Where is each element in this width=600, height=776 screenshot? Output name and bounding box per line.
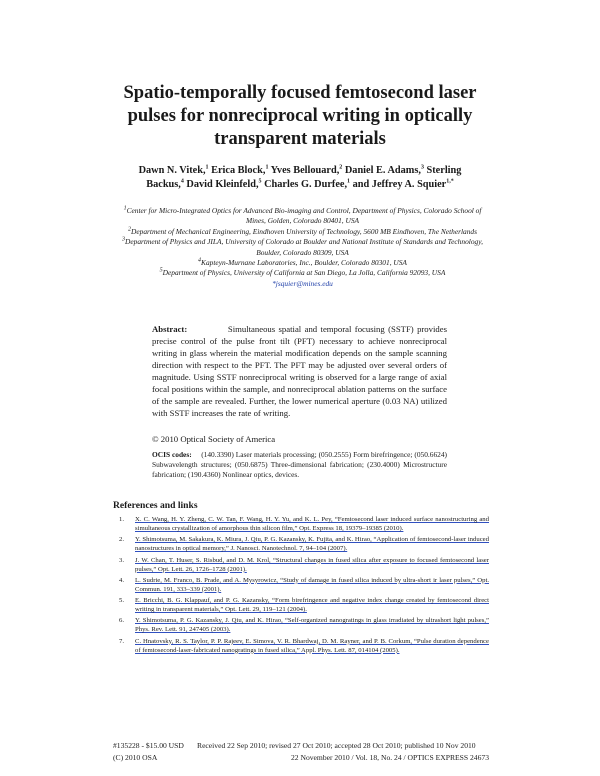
- reference-number: 6.: [119, 617, 125, 625]
- reference-item: [113, 576, 489, 594]
- reference-link[interactable]: C. Hnatovsky, R. S. Taylor, P. P. Rajeev, E. Simova, V. R. Bhardwaj, D. M. Rayner, and P. B. Corkum, “Pulse duration dependence of femtosecond-laser-fabricated nanogratings in fused silica,” Appl. Phys. Lett. 87, 014104 (2005).: [135, 637, 489, 654]
- reference-link[interactable]: E. Bricchi, B. G. Klappauf, and P. G. Kazansky, “Form birefringence and negative index change created by femtosecond direct writing in transparent materials,” Opt. Lett. 29, 119–121 (2004).: [135, 597, 489, 614]
- affiliation: $^4$Kapteyn-Murnane Laboratories, Inc., Boulder, Colorado 80301, USA: [198, 257, 407, 268]
- references-heading: References and links: [113, 500, 198, 511]
- ocis-codes: [152, 450, 447, 480]
- received-dates: Received 22 Sep 2010; revised 27 Oct 2010; accepted 28 Oct 2010; published 10 Nov 2010: [197, 741, 476, 750]
- reference-item: [113, 535, 489, 553]
- affiliation: $^1$Center for Micro-Integrated Optics for Advanced Bio-imaging and Control, Department of Physics, Colorado School of Mines, Golden, Colorado 80401, USA: [123, 205, 482, 226]
- journal-citation: 22 November 2010 / Vol. 18, No. 24 / OPTICS EXPRESS 24673: [290, 753, 489, 762]
- reference-link[interactable]: Y. Shimotsuma, P. G. Kazansky, J. Qiu, and K. Hirao, “Self-organized nanogratings in glass irradiated by ultrashort light pulses,” Phys. Rev. Lett. 91, 247405 (2003).: [135, 617, 489, 634]
- reference-link[interactable]: J. W. Chan, T. Huser, S. Risbud, and D. M. Krol, “Structural changes in fused silica after exposure to focused femtosecond laser pulses,” Opt. Lett. 26, 1726–1728 (2001).: [135, 556, 489, 573]
- reference-number: 2.: [119, 536, 125, 544]
- affiliation: $^3$Department of Physics and JILA, University of Colorado at Boulder and National Institute of Standards and Technology, Boulder, Colorado 80309, USA: [122, 236, 483, 257]
- footer-line-1: [113, 741, 476, 750]
- ocis-text: (140.3390) Laser materials processing; (050.2555) Form birefringence; (050.6624) Subwavelength structures; (050.6875) Three-dimensional fabrication; (230.4000) Microstructure fabrication; (190.4360) Nonlinear optics, devices.: [152, 450, 448, 479]
- abstract: [152, 323, 447, 419]
- reference-list: [113, 515, 489, 657]
- reference-number: 4.: [119, 576, 125, 584]
- corresponding-email[interactable]: *jsquier@mines.edu: [272, 278, 333, 288]
- reference-number: 7.: [119, 637, 125, 645]
- reference-link[interactable]: X. C. Wang, H. Y. Zheng, C. W. Tan, F. Wang, H. Y. Yu, and K. L. Pey, “Femtosecond laser induced surface nanostructuring and simultaneous crystallization of amorphous thin silicon film,” Opt. Express 18, 19379–19385 (2010).: [135, 516, 489, 532]
- reference-link[interactable]: Y. Shimotsuma, M. Sakakura, K. Miura, J. Qiu, P. G. Kazansky, K. Fujita, and K. Hirao, “Application of femtosecond-laser induced nanostructures in optical memory,” J. Nanosci. Nanotechnol. 7, 94–104 (2007).: [135, 536, 489, 553]
- reference-number: 3.: [119, 556, 125, 564]
- reference-item: [113, 637, 489, 655]
- reference-item: [113, 596, 489, 614]
- author-list: Dawn N. Vitek,$^1$ Erica Block,$^1$ Yves Bellouard,$^2$ Daniel E. Adams,$^3$ Sterling Backus,$^4$ David Kleinfeld,$^5$ Charles G. Durfee,$^1$ and Jeffrey A. Squier$^{1,*}$: [138, 164, 462, 190]
- paper-title: Spatio-temporally focused femtosecond laser pulses for nonreciprocal writing in optically transparent materials: [123, 83, 477, 149]
- ocis-label: OCIS codes:: [152, 450, 192, 459]
- copyright-line: © 2010 Optical Society of America: [152, 434, 276, 444]
- reference-item: [113, 616, 489, 634]
- footer-line-2: [113, 753, 489, 762]
- affiliation: $^2$Department of Mechanical Engineering, Eindhoven University of Technology, 5600 MB Eindhoven, The Netherlands: [128, 226, 477, 236]
- affiliation-list: [120, 206, 485, 279]
- reference-link[interactable]: L. Sudrie, M. Franco, B. Prade, and A. Mysyrowicz, “Study of damage in fused silica induced by ultra-short ir laser pulses,” Opt. Commun. 191, 333–339 (2001).: [135, 576, 489, 593]
- reference-number: 5.: [119, 597, 125, 605]
- reference-item: [113, 515, 489, 533]
- abstract-text: Simultaneous spatial and temporal focusing (SSTF) provides precise control of the pulse front tilt (PFT) necessary to achieve nonreciprocal writing in glass wherein the material modification depends on the sample scanning direction with respect to the PFT. The PFT may be adjusted over several orders of magnitude. Using SSTF nonreciprocal writing is observed for a large range of axial focal positions within the sample, and nonreciprocal ablation patterns on the surface of the sample are revealed. Further, the lower numerical aperture (0.03 NA) utilized with SSTF increases the rate of writing.: [152, 324, 447, 418]
- affiliations: [120, 206, 485, 289]
- affiliation: $^5$Department of Physics, University of California at San Diego, La Jolla, California 92093, USA: [159, 267, 446, 278]
- reference-item: [113, 556, 489, 574]
- abstract-label: Abstract:: [152, 324, 188, 334]
- article-id: #135228 - $15.00 USD: [113, 741, 184, 750]
- reference-number: 1.: [119, 516, 125, 523]
- osa-copyright: (C) 2010 OSA: [113, 753, 158, 762]
